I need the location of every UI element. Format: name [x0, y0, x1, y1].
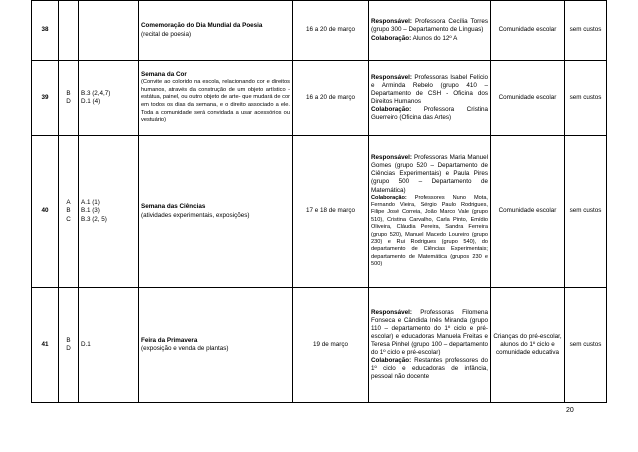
- responsible-label: Responsável:: [371, 154, 412, 162]
- activity-cost: sem custos: [565, 61, 607, 136]
- activity-number: 38: [32, 1, 59, 61]
- activity-dates: 16 a 20 de março: [293, 61, 369, 136]
- activity-subtitle: (exposição e venda de plantas): [141, 345, 229, 352]
- objective-code: B.3 (2,4,7): [81, 89, 111, 97]
- objective-code: A.1 (1): [81, 199, 100, 207]
- public-line: Comunidade escolar: [498, 93, 557, 101]
- table-row: [32, 61, 607, 136]
- activity-title: Feira da Primavera: [141, 336, 198, 344]
- objective-code: B.1 (3): [81, 207, 100, 215]
- activity-dates: 17 e 18 de março: [293, 136, 369, 288]
- collaboration-block: [371, 106, 488, 122]
- activity-title: Semana da Cor: [141, 71, 187, 79]
- responsible-block: [371, 18, 488, 34]
- objective-codes: [79, 1, 139, 61]
- target-public: [491, 61, 565, 136]
- objective-codes: [79, 288, 139, 403]
- objective-letter: B: [66, 207, 71, 215]
- objective-letters: [59, 1, 79, 61]
- responsible-text: Professoras Isabel Felício e Arminda Rebelo (grupo 410 – Departamento de CSH - Oficina dos Direitos Humanos: [371, 73, 489, 105]
- collaboration-text: Restantes professores do 1º ciclo e educadoras de infância, pessoal não docente: [371, 357, 488, 381]
- objective-letter: D: [66, 98, 71, 105]
- responsible-cell: [369, 136, 491, 288]
- collaboration-block: [371, 195, 488, 269]
- responsible-block: [371, 74, 488, 106]
- activity-description: (Convite ao colorido na escola, relacionando cor e direitos humanos, através da construção de um objeto artístico - estátua, painel, ou outro objeto de arte- que mudará de cor em todos os dias da semana, e o direito associado a ele. Toda a comunidade será convidada a usar acessórios ou vestuário): [141, 79, 290, 124]
- public-line: Comunidade escolar: [498, 207, 557, 215]
- activity-number: 39: [32, 61, 59, 136]
- public-line: Comunidade escolar: [498, 26, 557, 34]
- target-public: [491, 136, 565, 288]
- collaboration-text: Professores Nuno Mota, Fernando Vieira, Sérgio Paulo Rodrigues, Filipe José Correia, João Marco Vale (grupo 510), Cristina Carvalho, Carla Pinto, Emídio Oliveira, Cláudia Pereira, Sandra Ferreira (grupo 520), Manuel Macedo Loureiro (grupo 230) e Rui Rodrigues (grupo 540), do departamento de Ciências Experimentais; departamento de Matemática (grupos 230 e 500): [371, 194, 488, 268]
- objective-letter: B: [66, 89, 71, 97]
- responsible-cell: [369, 61, 491, 136]
- responsible-label: Responsável:: [371, 18, 412, 26]
- activity-dates: 16 a 20 de março: [293, 1, 369, 61]
- public-line: Crianças do pré-escolar, alunos do 1º ciclo e comunidade educativa: [493, 332, 562, 357]
- objective-codes: [79, 61, 139, 136]
- objective-letters: [59, 288, 79, 403]
- activity-cell: [139, 136, 293, 288]
- responsible-cell: [369, 1, 491, 61]
- activity-cost: sem custos: [565, 136, 607, 288]
- activity-number: 41: [32, 288, 59, 403]
- activity-cell: [139, 61, 293, 136]
- collaboration-label: Colaboração:: [371, 194, 407, 201]
- objective-letter: D: [66, 345, 71, 352]
- collaboration-text: Alunos do 12º A: [412, 34, 458, 42]
- objective-letters: [59, 61, 79, 136]
- activity-subtitle: (atividades experimentais, exposições): [141, 211, 250, 219]
- activity-dates: 19 de março: [293, 288, 369, 403]
- activity-number: 40: [32, 136, 59, 288]
- responsible-text: Professora Cecília Torres (grupo 300 – Departamento de Línguas): [371, 18, 489, 34]
- table-row: [32, 1, 607, 61]
- objective-code: D.1: [81, 340, 91, 348]
- collaboration-text: Professora Cristina Guerreiro (Oficina das Artes): [371, 106, 489, 122]
- objective-codes: [79, 136, 139, 288]
- activity-title: Comemoração do Dia Mundial da Poesia: [141, 22, 263, 30]
- responsible-cell: [369, 288, 491, 403]
- collaboration-label: Colaboração:: [371, 34, 412, 42]
- responsible-label: Responsável:: [371, 308, 412, 316]
- activity-cell: [139, 288, 293, 403]
- objective-code: D.1 (4): [81, 98, 101, 105]
- activities-table: [31, 0, 607, 403]
- objective-letter: C: [66, 215, 71, 223]
- target-public: [491, 288, 565, 403]
- objective-letter: A: [66, 199, 71, 207]
- activity-subtitle: (recital de poesia): [141, 30, 192, 38]
- collaboration-block: [371, 35, 488, 43]
- page-number: 20: [566, 407, 574, 414]
- table-row: [32, 136, 607, 288]
- activity-cost: sem custos: [565, 1, 607, 61]
- collaboration-block: [371, 357, 488, 381]
- responsible-text: Professoras Maria Manuel Gomes (grupo 520 – Departamento de Ciências Experimentais) e Paula Pires (grupo 500 – Departamento de Matemática): [371, 154, 488, 194]
- responsible-label: Responsável:: [371, 73, 412, 81]
- responsible-block: [371, 309, 488, 357]
- activity-title: Semana das Ciências: [141, 203, 206, 211]
- activity-cost: sem custos: [565, 288, 607, 403]
- responsible-block: [371, 154, 488, 194]
- collaboration-label: Colaboração:: [371, 357, 412, 365]
- activity-cell: [139, 1, 293, 61]
- objective-code: B.3 (2, 5): [81, 215, 107, 223]
- responsible-text: Professoras Filomena Fonseca e Cândida Inês Miranda (grupo 110 – departamento do 1º ciclo e pré-escolar) e educadoras Manuela Freitas e Teresa Pinhel (grupo 100 – departamento do 1º ciclo e pré-escolar): [371, 308, 489, 357]
- objective-letter: B: [66, 336, 71, 344]
- collaboration-label: Colaboração:: [371, 106, 412, 114]
- table-row: [32, 288, 607, 403]
- target-public: [491, 1, 565, 61]
- objective-letters: [59, 136, 79, 288]
